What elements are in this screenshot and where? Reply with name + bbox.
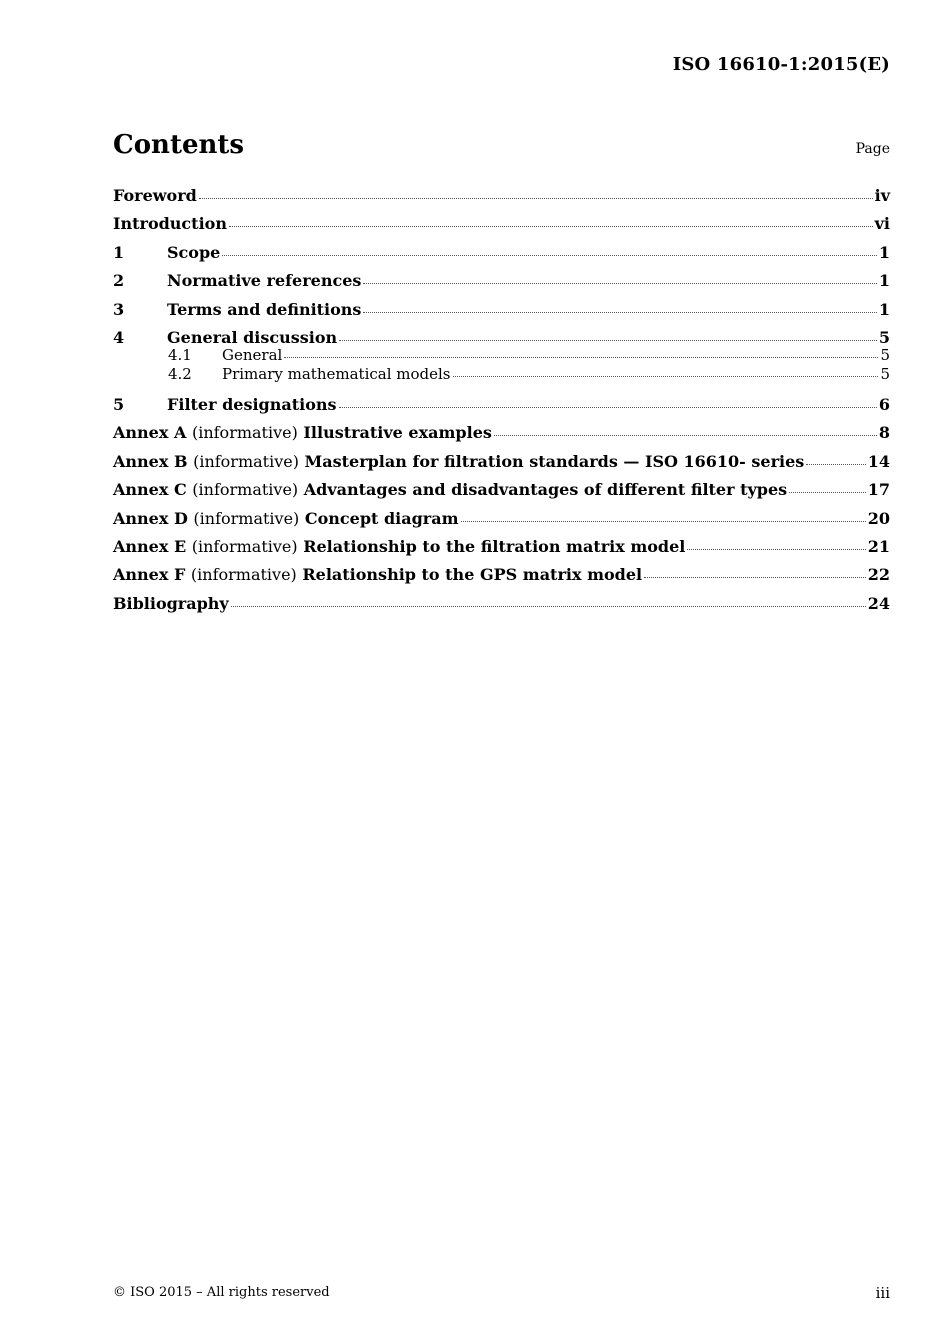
toc-label (113, 507, 459, 531)
annex-type: (informative) (191, 423, 298, 443)
toc-label: Scope (167, 242, 221, 262)
annex-title: Illustrative examples (303, 423, 492, 443)
toc-label: Filter designations (167, 394, 337, 414)
dot-leader (494, 423, 877, 437)
toc-label: Introduction (113, 214, 227, 234)
document-id: ISO 16610-1:2015(E) (672, 54, 890, 75)
toc-entry-annex-e[interactable] (113, 535, 890, 563)
toc-label: Terms and definitions (167, 299, 362, 319)
toc-entry-filter-designations[interactable] (113, 393, 890, 421)
toc-number: 1 (113, 242, 125, 262)
toc-entry-scope[interactable] (113, 241, 890, 269)
toc-page: 17 (867, 480, 890, 500)
annex-id: Annex A (113, 423, 187, 443)
toc-label: Foreword (113, 186, 197, 205)
table-of-contents (113, 184, 890, 620)
annex-id: Annex F (113, 565, 186, 585)
toc-entry-annex-a[interactable] (113, 421, 890, 449)
toc-label (113, 421, 492, 445)
toc-page: 5 (878, 327, 890, 347)
dot-leader (231, 593, 866, 607)
toc-page: 5 (880, 345, 890, 364)
toc-page: 8 (878, 423, 890, 443)
annex-type: (informative) (193, 451, 299, 471)
page-column-label: Page (855, 141, 890, 157)
toc-entry-bibliography[interactable] (113, 592, 890, 620)
toc-number: 2 (113, 271, 125, 291)
toc-page: vi (874, 214, 890, 234)
toc-page: 1 (878, 242, 890, 262)
toc-entry-annex-c[interactable] (113, 478, 890, 506)
dot-leader (644, 565, 866, 579)
dot-leader (339, 394, 877, 408)
copyright-notice: © ISO 2015 – All rights reserved (113, 1285, 330, 1300)
toc-page: iv (874, 186, 890, 205)
annex-title: Relationship to the GPS matrix model (302, 565, 643, 585)
annex-type: (informative) (192, 480, 299, 500)
toc-entry-normative-references[interactable] (113, 269, 890, 297)
toc-label (113, 535, 685, 559)
toc-number: 4 (113, 327, 125, 347)
toc-entry-foreword[interactable] (113, 184, 890, 212)
page-number: iii (875, 1284, 890, 1302)
toc-entry-annex-f[interactable] (113, 563, 890, 591)
contents-header (113, 130, 890, 164)
dot-leader (339, 327, 877, 341)
toc-label: Normative references (167, 271, 362, 291)
annex-type: (informative) (193, 508, 300, 528)
dot-leader (461, 508, 866, 522)
dot-leader (453, 364, 879, 377)
toc-entry-annex-d[interactable] (113, 507, 890, 535)
annex-type: (informative) (191, 536, 298, 556)
toc-page: 24 (867, 593, 890, 613)
toc-page: 1 (878, 271, 890, 291)
annex-id: Annex D (113, 508, 188, 528)
toc-page: 1 (878, 299, 890, 319)
dot-leader (222, 242, 877, 256)
toc-number: 3 (113, 299, 125, 319)
annex-title: Relationship to the filtration matrix model (303, 536, 686, 556)
toc-label: General (222, 345, 283, 364)
page-title: Contents (113, 130, 245, 160)
toc-label: Primary mathematical models (222, 364, 451, 383)
toc-entry-general-discussion[interactable] (113, 326, 890, 346)
toc-label (113, 450, 804, 474)
toc-page: 21 (867, 536, 890, 556)
annex-id: Annex B (113, 451, 188, 471)
dot-leader (789, 479, 866, 493)
toc-label (113, 478, 787, 502)
toc-page: 20 (867, 508, 890, 528)
dot-leader (687, 536, 865, 550)
dot-leader (284, 345, 878, 358)
dot-leader (363, 299, 876, 313)
annex-title: Concept diagram (304, 508, 459, 528)
dot-leader (363, 270, 876, 284)
toc-label: General discussion (167, 327, 338, 347)
toc-label: Bibliography (113, 593, 229, 613)
dot-leader (806, 451, 865, 465)
toc-page: 6 (878, 394, 890, 414)
toc-entry-4-2-primary-mathematical-models[interactable] (113, 365, 890, 393)
toc-page: 22 (867, 565, 890, 585)
annex-title: Advantages and disadvantages of different filter types (303, 480, 788, 500)
toc-number: 5 (113, 394, 125, 414)
toc-entry-terms-and-definitions[interactable] (113, 298, 890, 326)
toc-entry-4-1-general[interactable] (113, 346, 890, 365)
dot-leader (229, 214, 873, 228)
toc-page: 5 (880, 364, 890, 383)
annex-title: Masterplan for filtration standards — ISO 16610- series (304, 451, 805, 471)
toc-label (113, 563, 642, 587)
toc-page: 14 (867, 451, 890, 471)
toc-number: 4.2 (168, 364, 192, 383)
toc-entry-introduction[interactable] (113, 212, 890, 240)
annex-id: Annex E (113, 536, 187, 556)
annex-type: (informative) (190, 565, 297, 585)
toc-number: 4.1 (168, 345, 192, 364)
toc-entry-annex-b[interactable] (113, 450, 890, 478)
annex-id: Annex C (113, 480, 187, 500)
dot-leader (199, 185, 873, 199)
